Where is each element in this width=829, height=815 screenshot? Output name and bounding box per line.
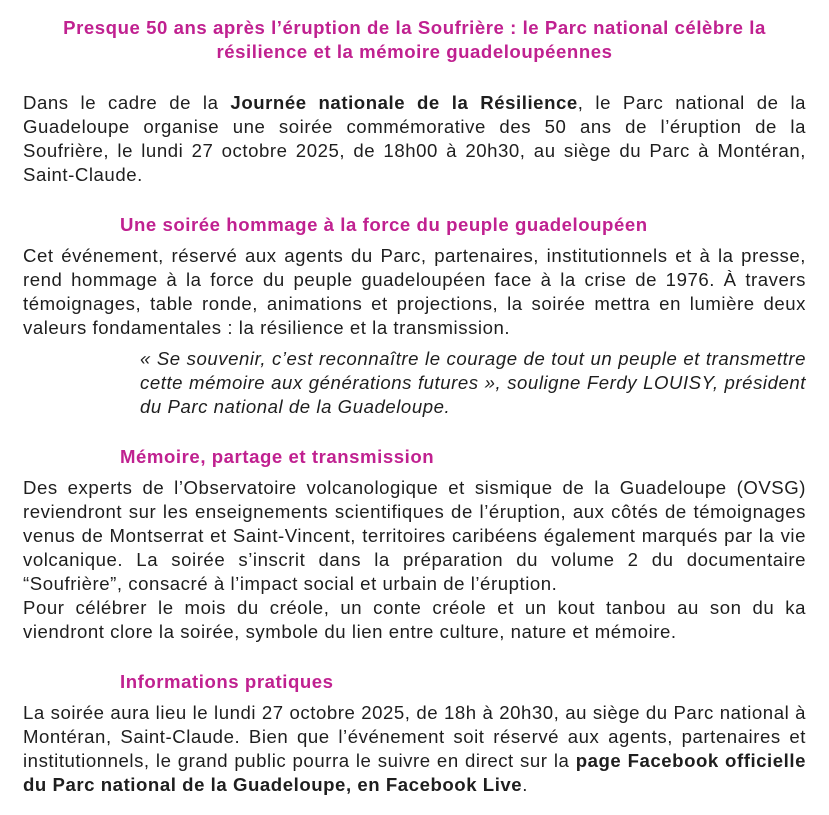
infos-text-bold: page Facebook officielle du Parc national de la Guadeloupe, en Facebook Live	[23, 750, 806, 795]
memoire-paragraph-1: Des experts de l’Observatoire volcanologique et sismique de la Guadeloupe (OVSG) reviendront sur les enseignements scientifiques de l’éruption, aux côtés de témoignages venus de Montserrat et Saint-Vincent, territoires caribéens également marqués par la vie volcanique. La soirée s’inscrit dans la préparation du volume 2 du documentaire “Soufrière”, consacré à l’impact social et urbain de l’éruption.	[23, 477, 806, 594]
infos-text-post: .	[522, 774, 528, 795]
intro-text-bold: Journée nationale de la Résilience	[230, 92, 578, 113]
intro-text-pre: Dans le cadre de la	[23, 92, 231, 113]
intro-text-post: , le Parc national de la Guadeloupe organise une soirée commémorative des 50 ans de l’éruption de la Soufrière, le lundi 27 octobre 2025, de 18h00 à 20h30, au siège du Parc à Montéran, Saint-Claude.	[23, 92, 807, 185]
section-heading-memoire: Mémoire, partage et transmission	[120, 446, 435, 467]
quote-paragraph: « Se souvenir, c’est reconnaître le courage de tout un peuple et transmettre cette mémoire aux générations futures », souligne Ferdy LOUISY, président du Parc national de la Guadeloupe.	[140, 348, 806, 417]
memoire-paragraph-2: Pour célébrer le mois du créole, un conte créole et un kout tanbou au son du ka viendront clore la soirée, symbole du lien entre culture, nature et mémoire.	[23, 597, 806, 642]
infos-text-pre: La soirée aura lieu le lundi 27 octobre 2025, de 18h à 20h30, au siège du Parc national à Montéran, Saint-Claude. Bien que l’événement soit réservé aux agents, partenaires et institutionnels, le grand public pourra le suivre en direct sur la	[23, 702, 806, 771]
hommage-paragraph: Cet événement, réservé aux agents du Parc, partenaires, institutionnels et à la presse, rend hommage à la force du peuple guadeloupéen face à la crise de 1976. À travers témoignages, table ronde, animations et projections, la soirée mettra en lumière deux valeurs fondamentales : la résilience et la transmission.	[23, 245, 806, 338]
intro-paragraph	[23, 91, 806, 187]
document-title: Presque 50 ans après l’éruption de la Soufrière : le Parc national célèbre la résilience et la mémoire guadeloupéennes	[63, 17, 766, 62]
section-heading-infos: Informations pratiques	[120, 671, 334, 692]
section-heading-hommage: Une soirée hommage à la force du peuple guadeloupéen	[120, 214, 648, 235]
infos-paragraph	[23, 701, 806, 797]
